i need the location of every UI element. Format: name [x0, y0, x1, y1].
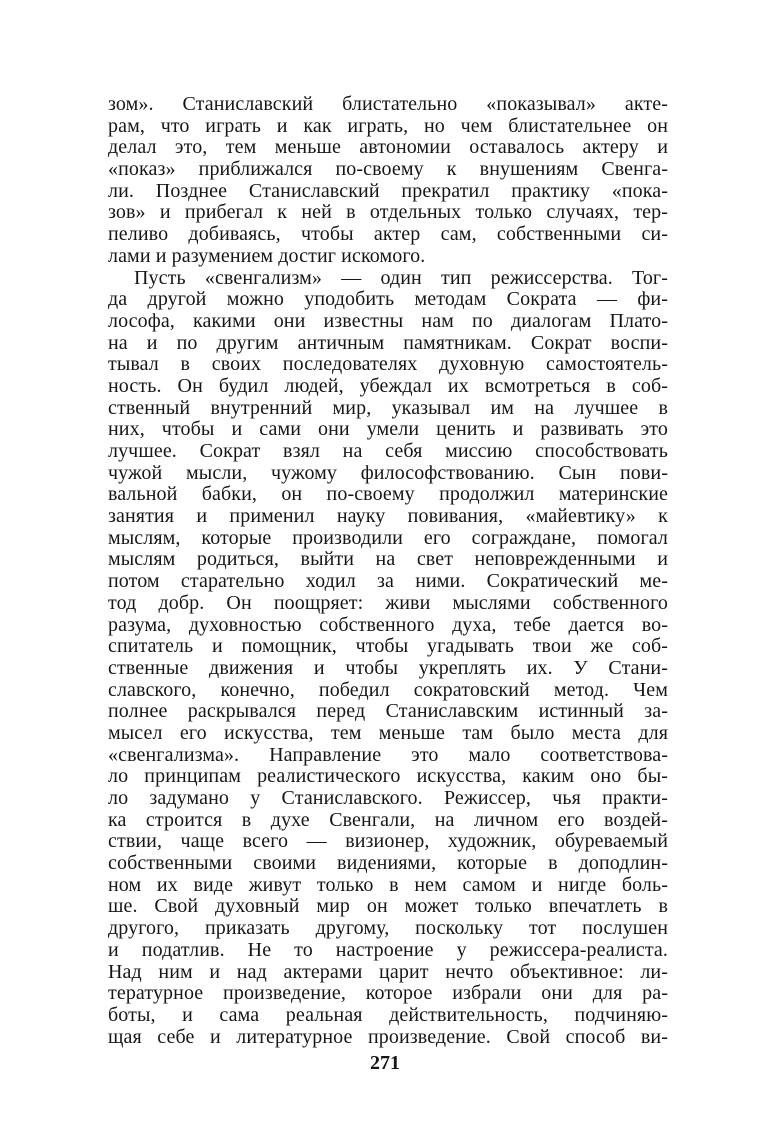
text-line: ше. Свой духовный мир он может только впечатлеть в [108, 896, 668, 918]
text-line: ли. Позднее Станиславский прекратил практику «пока- [108, 180, 668, 202]
text-line: зов» и прибегал к ней в отдельных только случаях, тер- [108, 202, 668, 224]
text-line: тературное произведение, которое избрали они для ра- [108, 983, 668, 1005]
text-line: тод добр. Он поощряет: живи мыслями собственного [108, 592, 668, 614]
text-line: зом». Станиславский блистательно «показывал» акте- [108, 94, 668, 115]
page-body [108, 94, 668, 1048]
text-line: них, чтобы и сами они умели ценить и развивать это [108, 419, 668, 441]
text-line: Над ним и над актерами царит нечто объективное: ли- [108, 961, 668, 983]
text-line: мыслям, которые производили его сограждане, помогал [108, 527, 668, 549]
text-line: пеливо добиваясь, чтобы актер сам, собственными си- [108, 224, 668, 246]
text-line: собственными своими видениями, которые в доподлин- [108, 853, 668, 875]
text-line: занятия и применил науку повивания, «майевтику» к [108, 506, 668, 528]
text-line: лософа, какими они известны нам по диалогам Плато- [108, 310, 668, 332]
text-line: чужой мысли, чужому философствованию. Сын пови- [108, 462, 668, 484]
text-line: мысел его искусства, тем меньше там было места для [108, 722, 668, 744]
text-line: полнее раскрывался перед Станиславским истинный за- [108, 701, 668, 723]
text-line: вальной бабки, он по-своему продолжил материнские [108, 484, 668, 506]
text-line: мыслям родиться, выйти на свет неповрежденными и [108, 549, 668, 571]
text-line: ственный внутренний мир, указывал им на лучшее в [108, 397, 668, 419]
text-line: славского, конечно, победил сократовский метод. Чем [108, 679, 668, 701]
text-line: ло принципам реалистического искусства, каким оно бы- [108, 766, 668, 788]
text-line: и податлив. Не то настроение у режиссера-реалиста. [108, 939, 668, 961]
text-line: «показ» приближался по-своему к внушениям Свенга- [108, 159, 668, 181]
text-line: лами и разумением достиг искомого. [108, 245, 426, 267]
text-line: ном их виде живут только в нем самом и нигде боль- [108, 874, 668, 896]
text-line: рам, что играть и как играть, но чем блистательнее он [108, 115, 668, 137]
text-line: на и по другим античным памятникам. Сократ воспи- [108, 332, 668, 354]
paragraph-1 [108, 94, 668, 268]
text-line: ность. Он будил людей, убеждал их всмотреться в соб- [108, 375, 668, 397]
text-line: разума, духовностью собственного духа, тебе дается во- [108, 614, 668, 636]
page-number: 271 [370, 1052, 400, 1074]
text-line: ствии, чаще всего — визионер, художник, обуреваемый [108, 831, 668, 853]
text-line: тывал в своих последователях духовную самостоятель- [108, 354, 668, 376]
text-line: потом старательно ходил за ними. Сократический ме- [108, 571, 668, 593]
text-line: щая себе и литературное произведение. Свой способ ви- [108, 1026, 668, 1048]
text-line: другого, приказать другому, поскольку тот послушен [108, 918, 668, 940]
text-line: ка строится в духе Свенгали, на личном его воздей- [108, 809, 668, 831]
text-line: лучшее. Сократ взял на себя миссию способствовать [108, 441, 668, 462]
text-line: да другой можно уподобить методам Сократа — фи- [108, 289, 668, 311]
text-line: «свенгализма». Направление это мало соответствова- [108, 744, 668, 766]
text-line: ло задумано у Станиславского. Режиссер, чья практи- [108, 788, 668, 809]
paragraph-2 [108, 268, 668, 1049]
text-line: Пусть «свенгализм» — один тип режиссерства. Тог- [134, 267, 668, 289]
text-line: спитатель и помощник, чтобы угадывать твои же соб- [108, 636, 668, 658]
text-line: ственные движения и чтобы укреплять их. У Стани- [108, 657, 668, 679]
text-line: боты, и сама реальная действительность, подчиняю- [108, 1004, 668, 1026]
text-line: делал это, тем меньше автономии оставалось актеру и [108, 137, 668, 159]
